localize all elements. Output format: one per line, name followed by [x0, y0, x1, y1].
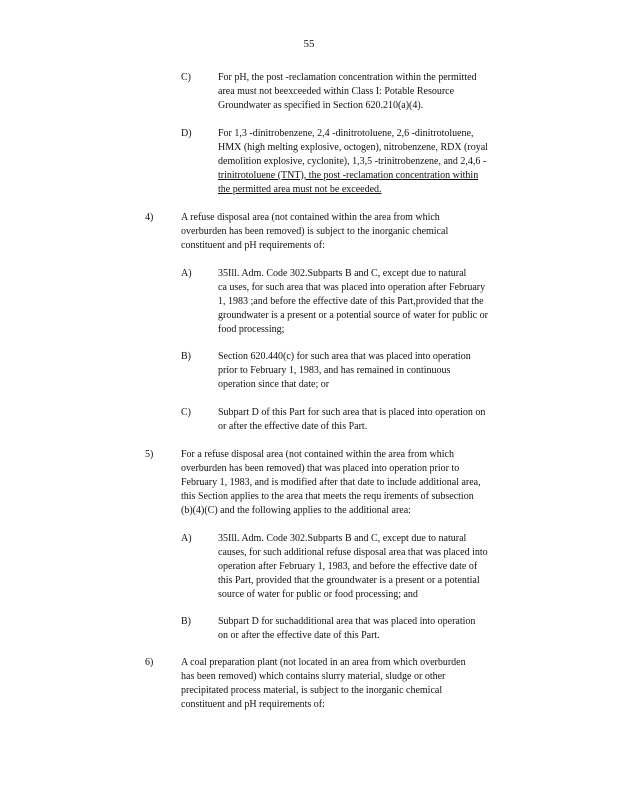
text-line: on or after the effective date of this Part. — [218, 630, 380, 641]
text-line: (b)(4)(C) and the following applies to the additional area: — [181, 505, 411, 516]
clause-marker: B) — [181, 351, 191, 362]
item-marker: 4) — [145, 212, 154, 223]
text-line: HMX (high melting explosive, octogen), nitrobenzene, RDX (royal — [218, 142, 488, 153]
text-line: Subpart D of this Part for such area that is placed into operation on — [218, 407, 486, 418]
text-line: Subpart D for suchadditional area that was placed into operation — [218, 616, 476, 627]
text-line: For a refuse disposal area (not contained within the area from which — [181, 449, 454, 460]
underlined-text-line: trinitrotoluene (TNT), the post -reclamation concentration within — [218, 170, 479, 181]
clause-marker: C) — [181, 72, 191, 83]
text-line: demolition explosive, cyclonite), 1,3,5 -trinitrobenzene, and 2,4,6 - — [218, 156, 487, 167]
text-line: 35Ill. Adm. Code 302.Subparts B and C, except due to natural — [218, 533, 467, 544]
text-line: 1, 1983 ;and before the effective date of this Part,provided that the — [218, 296, 484, 307]
text-line: prior to February 1, 1983, and has remained in continuous — [218, 365, 451, 376]
text-line: For 1,3 -dinitrobenzene, 2,4 -dinitrotoluene, 2,6 -dinitrotoluene, — [218, 128, 474, 139]
text-line: ca uses, for such area that was placed into operation after February — [218, 282, 486, 293]
text-line: precipitated process material, is subject to the inorganic chemical — [181, 685, 443, 696]
text-line: food processing; — [218, 324, 285, 335]
text-line: groundwater is a present or a potential source of water for public or — [218, 310, 488, 321]
text-line: this Section applies to the area that meets the requ irements of subsection — [181, 491, 474, 502]
text-line: has been removed) which contains slurry material, sludge or other — [181, 671, 446, 682]
text-line: constituent and pH requirements of: — [181, 240, 325, 251]
clause-marker: A) — [181, 533, 192, 544]
page-number: 55 — [303, 38, 315, 50]
text-line: causes, for such additional refuse disposal area that was placed into — [218, 547, 488, 558]
text-line: A refuse disposal area (not contained within the area from which — [181, 212, 440, 223]
text-line: source of water for public or food processing; and — [218, 589, 418, 600]
text-line: Section 620.440(c) for such area that was placed into operation — [218, 351, 471, 362]
text-line: operation since that date; or — [218, 379, 330, 390]
item-marker: 5) — [145, 449, 154, 460]
underlined-text-line: the permitted area must not be exceeded. — [218, 184, 382, 195]
text-line: February 1, 1983, and is modified after that date to include additional area, — [181, 477, 481, 488]
text-line: A coal preparation plant (not located in an area from which overburden — [181, 657, 466, 668]
text-line: overburden has been removed) is subject to the inorganic chemical — [181, 226, 449, 237]
text-line: 35Ill. Adm. Code 302.Subparts B and C, except due to natural — [218, 268, 467, 279]
clause-marker: B) — [181, 616, 191, 627]
item-marker: 6) — [145, 657, 154, 668]
clause-marker: D) — [181, 128, 192, 139]
text-line: overburden has been removed) that was placed into operation prior to — [181, 463, 460, 474]
text-line: constituent and pH requirements of: — [181, 699, 325, 710]
text-line: Groundwater as specified in Section 620.210(a)(4). — [218, 100, 424, 111]
text-line: this Part, provided that the groundwater is a present or a potential — [218, 575, 480, 586]
text-line: area must not beexceeded within Class I: Potable Resource — [218, 86, 455, 97]
text-line: operation after February 1, 1983, and before the effective date of — [218, 561, 478, 572]
clause-marker: C) — [181, 407, 191, 418]
clause-marker: A) — [181, 268, 192, 279]
text-line: For pH, the post -reclamation concentration within the permitted — [218, 72, 477, 83]
text-line: or after the effective date of this Part. — [218, 421, 368, 432]
